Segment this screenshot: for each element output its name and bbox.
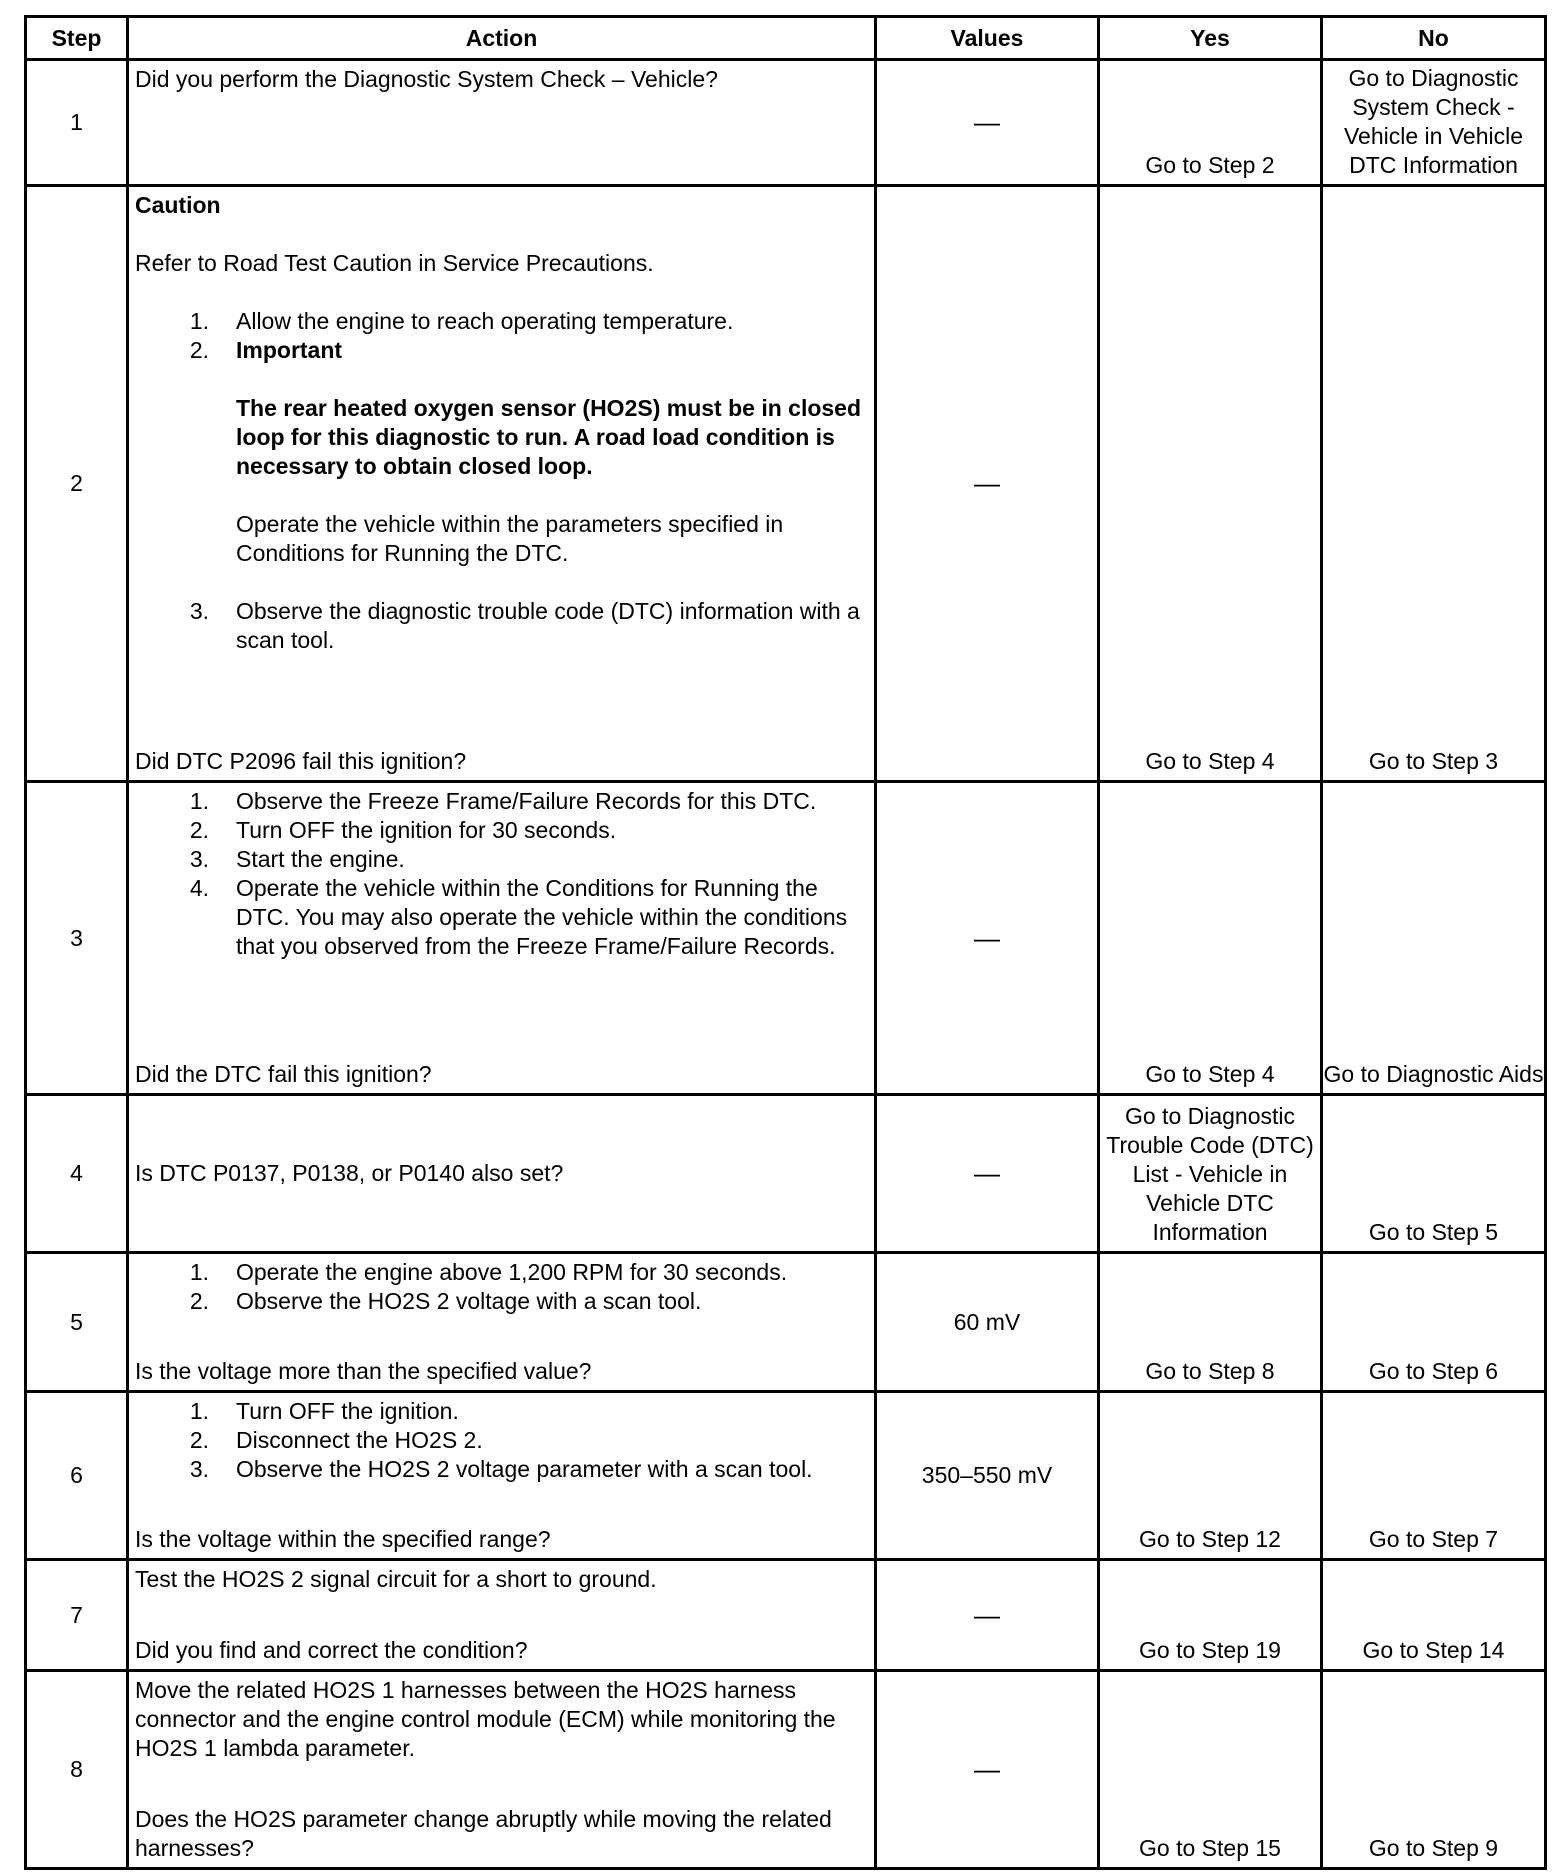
list-item: 1. Operate the engine above 1,200 RPM for 30 seconds. — [189, 1259, 788, 1285]
action-steps-list — [135, 307, 868, 365]
no-cell: Go to Diagnostic Aids — [1322, 782, 1546, 1095]
table-row-step-6 — [26, 1392, 1546, 1560]
step-number: 4 — [26, 1095, 128, 1253]
value-cell: — — [876, 186, 1099, 782]
step-number: 5 — [26, 1253, 128, 1392]
action-question: Did DTC P2096 fail this ignition? — [135, 748, 467, 774]
action-text: Move the related HO2S 1 harnesses between the HO2S harness connector and the engine control module (ECM) while monitoring the HO2S 1 lambda parameter. — [135, 1677, 836, 1761]
value-cell: — — [876, 1560, 1099, 1671]
table-row-step-2 — [26, 186, 1546, 782]
header-row — [26, 17, 1546, 60]
no-cell: Go to Step 9 — [1322, 1671, 1546, 1869]
value-cell: — — [876, 782, 1099, 1095]
value-cell: 350–550 mV — [876, 1392, 1099, 1560]
table-row-step-4 — [26, 1095, 1546, 1253]
yes-cell: Go to Step 19 — [1099, 1560, 1322, 1671]
header-yes: Yes — [1099, 17, 1322, 60]
list-item: 2. Disconnect the HO2S 2. — [189, 1427, 483, 1453]
value-cell: — — [876, 1671, 1099, 1869]
value-cell: — — [876, 1095, 1099, 1253]
action-cell — [128, 60, 876, 186]
header-step: Step — [26, 17, 128, 60]
yes-cell: Go to Step 15 — [1099, 1671, 1322, 1869]
action-question: Is the voltage within the specified range? — [135, 1526, 551, 1552]
step-number: 7 — [26, 1560, 128, 1671]
list-item: 2. Observe the HO2S 2 voltage with a scan tool. — [189, 1288, 702, 1314]
list-item: 1. Observe the Freeze Frame/Failure Records for this DTC. — [189, 788, 817, 814]
step-number: 1 — [26, 60, 128, 186]
important-note: The rear heated oxygen sensor (HO2S) must be in closed loop for this diagnostic to run. A road load condition is necessary to obtain closed loop. — [236, 395, 862, 479]
action-question: Is the voltage more than the specified value? — [135, 1358, 592, 1384]
header-no: No — [1322, 17, 1546, 60]
no-cell: Go to Diagnostic System Check - Vehicle in Vehicle DTC Information — [1322, 60, 1546, 186]
action-steps-list — [135, 787, 868, 961]
yes-cell: Go to Step 12 — [1099, 1392, 1322, 1560]
step-number: 3 — [26, 782, 128, 1095]
no-cell: Go to Step 6 — [1322, 1253, 1546, 1392]
diagnostic-table — [24, 15, 1547, 1870]
no-cell: Go to Step 14 — [1322, 1560, 1546, 1671]
action-steps-list — [135, 1397, 868, 1484]
list-item: 4. Operate the vehicle within the Conditions for Running the DTC. You may also operate the vehicle within the conditions that you observed from the Freeze Frame/Failure Records. — [189, 875, 848, 959]
list-item: 3. Observe the HO2S 2 voltage parameter with a scan tool. — [189, 1456, 813, 1482]
list-item: 1. Allow the engine to reach operating temperature. — [189, 308, 734, 334]
list-item: 3. Observe the diagnostic trouble code (DTC) information with a scan tool. — [189, 598, 860, 653]
table-row-step-1 — [26, 60, 1546, 186]
step-number: 2 — [26, 186, 128, 782]
list-item: 3. Start the engine. — [189, 846, 405, 872]
list-item: 2. Turn OFF the ignition for 30 seconds. — [189, 817, 617, 843]
action-cell — [128, 186, 876, 782]
action-cell — [128, 782, 876, 1095]
action-question: Did the DTC fail this ignition? — [135, 1061, 432, 1087]
yes-cell: Go to Step 2 — [1099, 60, 1322, 186]
action-question: Did you find and correct the condition? — [135, 1637, 528, 1663]
caution-title: Caution — [135, 192, 221, 218]
action-question: Does the HO2S parameter change abruptly while moving the related harnesses? — [135, 1806, 832, 1861]
table-row-step-7 — [26, 1560, 1546, 1671]
caution-text: Refer to Road Test Caution in Service Precautions. — [135, 250, 654, 276]
action-cell — [128, 1392, 876, 1560]
action-cell — [128, 1095, 876, 1253]
action-cell — [128, 1253, 876, 1392]
important-followup: Operate the vehicle within the parameters specified in Conditions for Running the DTC. — [236, 511, 784, 566]
header-values: Values — [876, 17, 1099, 60]
no-cell: Go to Step 3 — [1322, 186, 1546, 782]
table-row-step-5 — [26, 1253, 1546, 1392]
action-steps-list — [135, 1258, 868, 1316]
yes-cell: Go to Diagnostic Trouble Code (DTC) List - Vehicle in Vehicle DTC Information — [1099, 1095, 1322, 1253]
table-row-step-3 — [26, 782, 1546, 1095]
step-number: 6 — [26, 1392, 128, 1560]
no-cell: Go to Step 5 — [1322, 1095, 1546, 1253]
action-question: Did you perform the Diagnostic System Check – Vehicle? — [135, 66, 718, 92]
step-number: 8 — [26, 1671, 128, 1869]
action-question: Is DTC P0137, P0138, or P0140 also set? — [135, 1160, 564, 1186]
value-cell: 60 mV — [876, 1253, 1099, 1392]
no-cell: Go to Step 7 — [1322, 1392, 1546, 1560]
header-action: Action — [128, 17, 876, 60]
value-cell: — — [876, 60, 1099, 186]
list-item: 2. Important — [189, 337, 343, 363]
table-row-step-8 — [26, 1671, 1546, 1869]
yes-cell: Go to Step 8 — [1099, 1253, 1322, 1392]
list-item: 1. Turn OFF the ignition. — [189, 1398, 459, 1424]
action-text: Test the HO2S 2 signal circuit for a short to ground. — [135, 1566, 657, 1592]
yes-cell: Go to Step 4 — [1099, 782, 1322, 1095]
action-cell — [128, 1671, 876, 1869]
yes-cell: Go to Step 4 — [1099, 186, 1322, 782]
action-cell — [128, 1560, 876, 1671]
